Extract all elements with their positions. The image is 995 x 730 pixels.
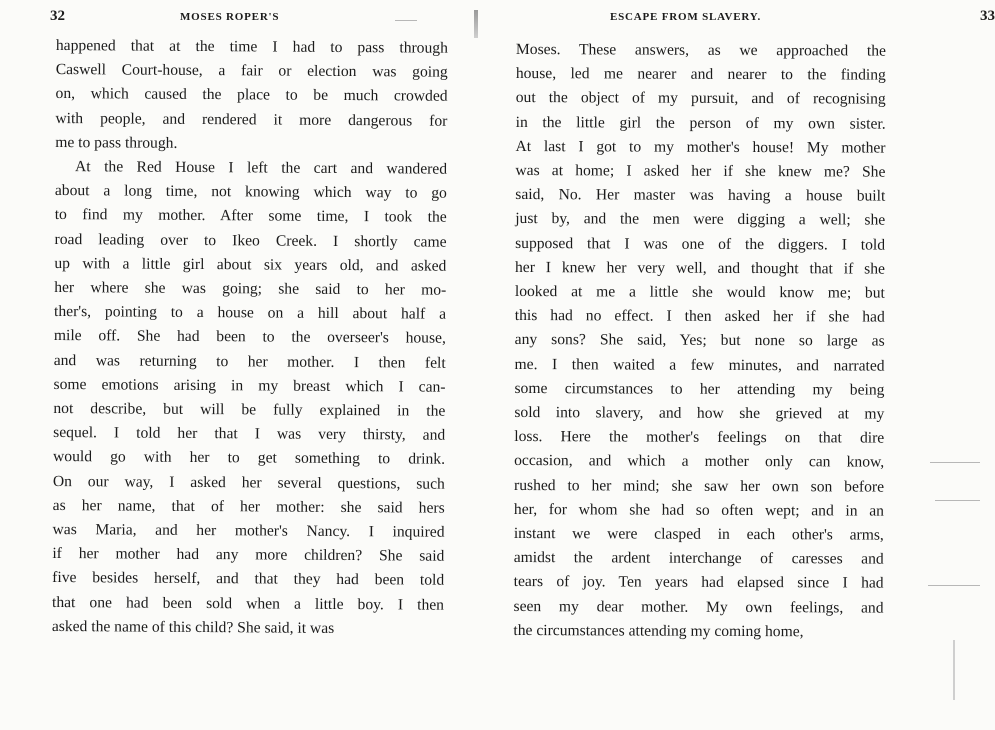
text-line: instant we were clasped in each other's arms,	[513, 525, 884, 544]
text-line: mile off. She had been to the overseer's house,	[53, 327, 446, 348]
text-line: was at home; I asked her if she knew me? She	[515, 162, 886, 181]
right-body-text	[513, 38, 886, 645]
scan-mark	[928, 585, 980, 586]
text-line: At last I got to my mother's house! My mother	[515, 137, 886, 157]
text-line: looked at me a little she would know me; but	[514, 283, 885, 302]
text-line: would go with her to get something to drink.	[52, 448, 446, 469]
text-line: as her name, that of her mother: she said hers	[52, 496, 445, 517]
text-line: some circumstances to her attending my being	[514, 379, 885, 399]
text-line: me. I then waited a few minutes, and narrated	[514, 355, 885, 375]
right-page-number: 33	[980, 8, 995, 24]
scan-mark	[935, 500, 980, 501]
text-line: in the little girl the person of my own sister.	[515, 113, 886, 133]
left-page	[0, 0, 470, 730]
text-line: out the object of my pursuit, and of recognising	[515, 89, 886, 109]
text-line: with people, and rendered it more dangerous for	[55, 109, 448, 130]
text-line: seen my dear mother. My own feelings, and	[513, 597, 884, 617]
left-body-text	[52, 34, 448, 642]
text-line: not describe, but will be fully explained in the	[53, 400, 446, 420]
text-line: her where she was going; she said to her mo-	[54, 279, 447, 299]
scan-mark	[930, 462, 980, 463]
text-line: loss. Here the mother's feelings on that dire	[514, 428, 885, 447]
text-line: up with a little girl about six years old, and asked	[54, 254, 447, 275]
text-line: on, which caused the place to be much crowded	[55, 85, 448, 106]
text-line: and was returning to her mother. I then felt	[53, 351, 446, 372]
right-page	[480, 0, 995, 730]
text-line: Caswell Court-house, a fair or election was going	[55, 61, 448, 81]
text-line: sold into slavery, and how she grieved at my	[514, 404, 885, 423]
text-line: about a long time, not knowing which way to go	[54, 182, 447, 202]
text-line: her, for whom she had so often wept; and in an	[513, 500, 884, 520]
text-line: supposed that I was one of the diggers. I told	[515, 234, 886, 254]
text-line: this had no effect. I then asked her if she had	[514, 307, 885, 326]
left-page-number: 32	[50, 8, 65, 24]
text-line: her I knew her very well, and thought that if she	[514, 258, 886, 278]
text-line: me to pass through.	[55, 133, 178, 152]
text-line: some emotions arising in my breast which I can-	[53, 375, 446, 396]
text-line: house, led me nearer and nearer to the finding	[515, 65, 886, 84]
scan-mark	[953, 640, 955, 700]
text-line: ther's, pointing to a house on a hill about half a	[54, 303, 447, 323]
left-running-title: MOSES ROPER'S	[180, 11, 280, 23]
text-line: five besides herself, and that they had been told	[52, 569, 445, 590]
text-line: road leading over to Ikeo Creek. I shortly came	[54, 230, 447, 251]
text-line: the circumstances attending my coming home,	[513, 621, 804, 641]
text-line: amidst the ardent interchange of caresses and	[513, 549, 884, 568]
text-line: if her mother had any more children? She said	[52, 545, 445, 565]
text-line: just by, and the men were digging a well; she	[515, 210, 886, 230]
right-running-head	[610, 8, 995, 28]
text-line: was Maria, and her mother's Nancy. I inquired	[52, 521, 445, 541]
text-line: sequel. I told her that I was very thirsty, and	[53, 424, 446, 444]
text-line: to find my mother. After some time, I took the	[54, 206, 447, 227]
text-line: any sons? She said, Yes; but none so large as	[514, 331, 885, 351]
text-line: said, No. Her master was having a house built	[515, 186, 886, 205]
right-running-title: ESCAPE FROM SLAVERY.	[610, 11, 762, 23]
text-line: rushed to her mind; she saw her own son before	[514, 476, 885, 496]
text-line: Moses. These answers, as we approached the	[515, 40, 886, 60]
left-running-head	[50, 8, 430, 28]
text-line: that one had been sold when a little boy. I then	[51, 593, 445, 614]
text-line: happened that at the time I had to pass through	[55, 36, 448, 57]
text-line: occasion, and which a mother only can know,	[514, 452, 885, 472]
text-line: tears of joy. Ten years had elapsed since I had	[513, 573, 884, 593]
text-line: At the Red House I left the cart and wandered	[75, 158, 448, 178]
page-gutter	[474, 10, 478, 38]
text-line: On our way, I asked her several questions, such	[52, 472, 445, 493]
scan-mark	[395, 20, 417, 21]
text-line: asked the name of this child? She said, it was	[51, 617, 335, 637]
